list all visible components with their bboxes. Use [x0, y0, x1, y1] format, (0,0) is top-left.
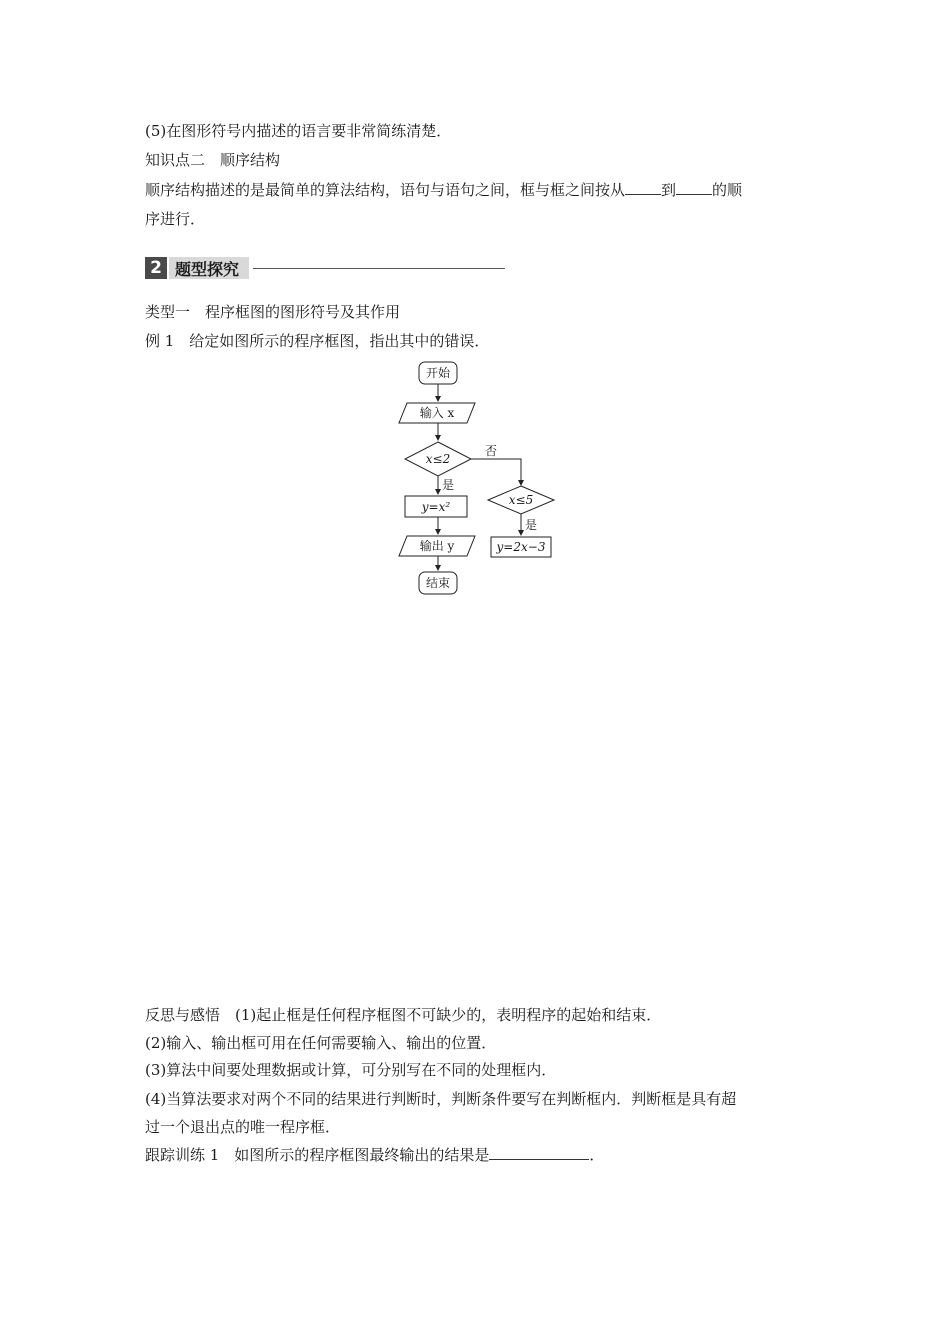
answer-blank — [489, 1145, 589, 1160]
assign-2-label: y=2x−3 — [496, 540, 546, 554]
input-label: 输入 x — [419, 406, 455, 420]
type-1-title: 类型一 程序框图的图形符号及其作用 — [145, 303, 401, 321]
example-1-question: 例 1 给定如图所示的程序框图，指出其中的错误． — [145, 332, 490, 350]
condition-2-label: x≤5 — [508, 493, 534, 507]
reflection-3: (3)算法中间要处理数据或计算，可分别写在不同的处理框内． — [145, 1061, 557, 1079]
text-segment: 到 — [661, 181, 677, 199]
reflection-1: 反思与感悟 (1)起止框是任何程序框图不可缺少的，表明程序的起始和结束． — [145, 1006, 662, 1024]
practice-1-question — [145, 1145, 604, 1165]
knowledge-point-2-text — [145, 180, 742, 200]
paragraph-item-5: (5)在图形符号内描述的语言要非常简练清楚． — [145, 122, 452, 140]
flow-arrow-no — [471, 459, 521, 485]
text-segment: 的顺 — [712, 181, 743, 199]
end-label: 结束 — [425, 576, 451, 590]
start-label: 开始 — [425, 366, 451, 380]
reflection-2: (2)输入、输出框可用在任何需要输入、输出的位置． — [145, 1034, 497, 1052]
text-segment: 跟踪训练 1 如图所示的程序框图最终输出的结果是 — [145, 1146, 490, 1164]
assign-1-label: y=x² — [421, 500, 451, 514]
fill-blank — [676, 180, 712, 195]
section-number: 2 — [145, 257, 167, 279]
section-heading — [145, 256, 505, 280]
output-label: 输出 y — [419, 539, 455, 553]
section-divider — [253, 268, 505, 269]
yes-label: 是 — [442, 478, 455, 492]
text-segment: 顺序结构描述的是最简单的算法结构，语句与语句之间，框与框之间按从 — [145, 181, 626, 199]
reflection-4: (4)当算法要求对两个不同的结果进行判断时，判断条件要写在判断框内．判断框是具有超 — [145, 1090, 737, 1108]
condition-1-label: x≤2 — [425, 452, 451, 466]
knowledge-point-2-text-cont: 序进行． — [145, 210, 206, 228]
text-segment: ． — [589, 1146, 605, 1164]
no-label: 否 — [485, 444, 498, 458]
section-title: 题型探究 — [169, 257, 249, 279]
yes-label: 是 — [525, 518, 538, 532]
flowchart — [395, 358, 565, 598]
knowledge-point-2-title: 知识点二 顺序结构 — [145, 151, 281, 169]
reflection-4-cont: 过一个退出点的唯一程序框． — [145, 1118, 341, 1136]
fill-blank — [625, 180, 661, 195]
